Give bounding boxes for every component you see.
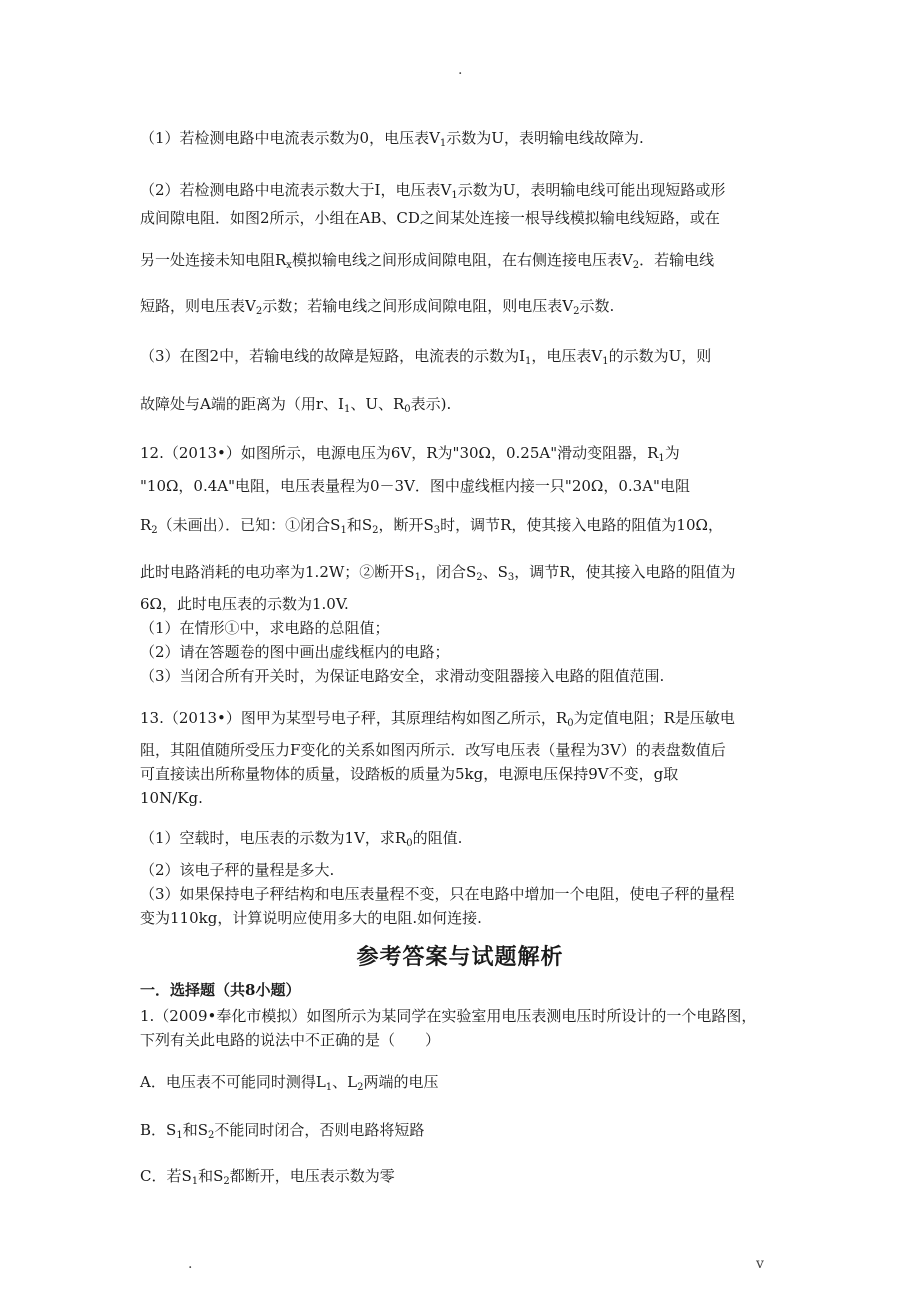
text-run: （未画出）．已知：①闭合S: [157, 516, 341, 534]
subscript: 1: [325, 1082, 333, 1093]
text-run: C．若S: [140, 1167, 192, 1185]
text-run: （1）空载时，电压表的示数为1V，求R: [140, 829, 407, 847]
text-line: [140, 443, 680, 463]
text-line: [140, 296, 614, 316]
text-run: 、S: [482, 563, 508, 581]
subscript: 2: [357, 1082, 364, 1093]
subscript: 2: [255, 306, 263, 317]
text-line: [140, 476, 690, 496]
text-line: [140, 394, 451, 414]
text-line: [140, 908, 482, 928]
header-dot: .: [458, 62, 463, 78]
subscript: 1: [414, 572, 421, 583]
subscript: 1: [340, 525, 347, 536]
text-run: B．S: [140, 1121, 177, 1139]
text-run: 示数为U，表明输电线故障为.: [446, 129, 644, 147]
text-line: [140, 884, 735, 904]
text-run: 一．选择题（共8小题）: [140, 981, 301, 999]
text-run: 示数；若输电线之间形成间隙电阻，则电压表V: [262, 297, 574, 315]
text-run: 为定值电阻；R是压敏电: [573, 709, 735, 727]
text-run: 此时电路消耗的电功率为1.2W；②断开S: [140, 563, 415, 581]
text-line: [140, 618, 390, 638]
text-run: 10N/Kg.: [140, 789, 203, 807]
text-run: 和S: [182, 1121, 208, 1139]
text-run: ．若输电线: [639, 251, 715, 269]
text-run: 示数为U，表明输电线可能出现短路或形: [457, 181, 726, 199]
subscript: 1: [658, 453, 665, 464]
text-line: [140, 128, 644, 148]
subscript: 1: [525, 356, 532, 367]
text-run: "10Ω，0.4A"电阻，电压表量程为0－3V．图中虚线框内接一只"20Ω，0.3A"电阻: [140, 477, 690, 495]
text-run: ，闭合S: [420, 563, 477, 581]
text-line: [140, 515, 723, 535]
text-line: [140, 1072, 439, 1092]
subscript: x: [286, 260, 292, 271]
text-run: 的示数为U，则: [608, 347, 712, 365]
text-run: 表示).: [410, 395, 452, 413]
subscript: 3: [433, 525, 441, 536]
subscript: 0: [404, 404, 411, 415]
text-run: ，电压表V: [531, 347, 603, 365]
text-run: ，调节R，使其接入电路的阻值为: [514, 563, 736, 581]
text-line: [140, 594, 349, 614]
text-line: [140, 250, 714, 270]
text-run: （2）若检测电路中电流表示数大于I，电压表V: [140, 181, 452, 199]
subscript: 2: [573, 306, 580, 317]
text-run: （3）当闭合所有开关时，为保证电路安全，求滑动变阻器接入电路的阻值范围.: [140, 667, 665, 685]
text-line: [140, 1006, 756, 1026]
text-run: 另一处连接未知电阻R: [140, 251, 287, 269]
text-run: 成间隙电阻．如图2所示，小组在AB、CD之间某处连接一根导线模拟输电线短路，或在: [140, 209, 720, 227]
subscript: 1: [439, 138, 447, 149]
text-line: [140, 1030, 440, 1050]
text-run: 故障处与A端的距离为（用r、I: [140, 395, 344, 413]
text-line: [140, 788, 203, 808]
text-line: [140, 828, 462, 848]
subscript: 0: [567, 718, 574, 729]
subscript: 1: [343, 404, 351, 415]
text-run: 时，调节R，使其接入电路的阻值为10Ω，: [440, 516, 723, 534]
text-run: （1）在情形①中，求电路的总阻值；: [140, 619, 390, 637]
text-run: 两端的电压: [363, 1073, 439, 1091]
text-line: [140, 980, 300, 1000]
text-run: 不能同时闭合，否则电路将短路: [214, 1121, 425, 1139]
text-line: [140, 1166, 395, 1186]
text-line: [140, 346, 711, 366]
text-run: A．电压表不可能同时测得L: [140, 1073, 326, 1091]
text-line: [140, 208, 720, 228]
text-run: 的阻值.: [412, 829, 463, 847]
text-run: 、L: [332, 1073, 358, 1091]
text-line: [140, 708, 735, 728]
text-run: 12.（2013•）如图所示，电源电压为6V，R为"30Ω，0.25A"滑动变阻器，R: [140, 444, 659, 462]
text-run: 和S: [198, 1167, 224, 1185]
text-run: 为: [664, 444, 680, 462]
text-run: 阻，其阻值随所受压力F变化的关系如图丙所示．改写电压表（量程为3V）的表盘数值后: [140, 741, 726, 759]
text-run: 1.（2009•奉化市模拟）如图所示为某同学在实验室用电压表测电压时所设计的一个电路图，: [140, 1007, 757, 1025]
subscript: 1: [602, 356, 609, 367]
text-run: 下列有关此电路的说法中不正确的是（ ）: [140, 1031, 441, 1049]
subscript: 2: [223, 1176, 230, 1187]
subscript: 2: [632, 260, 640, 271]
text-line: [140, 860, 334, 880]
text-line: [140, 666, 664, 686]
text-line: [140, 1120, 424, 1140]
subscript: 2: [476, 572, 483, 583]
text-run: 模拟输电线之间形成间隙电阻，在右侧连接电压表V: [291, 251, 633, 269]
text-run: （2）请在答题卷的图中画出虚线框内的电路；: [140, 643, 450, 661]
footer-dot: .: [188, 1256, 193, 1272]
subscript: 3: [507, 572, 515, 583]
subscript: 2: [151, 525, 158, 536]
subscript: 2: [372, 525, 379, 536]
text-run: R: [140, 516, 152, 534]
text-line: [140, 562, 736, 582]
answer-section-title: 参考答案与试题解析: [356, 944, 564, 970]
text-run: 可直接读出所称量物体的质量，设踏板的质量为5kg，电源电压保持9V不变，g取: [140, 765, 679, 783]
text-run: 、U、R: [350, 395, 405, 413]
subscript: 1: [191, 1176, 199, 1187]
text-run: 短路，则电压表V: [140, 297, 256, 315]
text-line: [140, 642, 450, 662]
text-line: [140, 180, 725, 200]
text-run: 变为110kg，计算说明应使用多大的电阻.如何连接.: [140, 909, 482, 927]
text-run: 6Ω，此时电压表的示数为1.0V.: [140, 595, 349, 613]
text-run: 和S: [346, 516, 373, 534]
text-run: 13.（2013•）图甲为某型号电子秤，其原理结构如图乙所示，R: [140, 709, 568, 727]
text-run: （3）在图2中，若输电线的故障是短路，电流表的示数为I: [140, 347, 526, 365]
text-run: （3）如果保持电子秤结构和电压表量程不变，只在电路中增加一个电阻，使电子秤的量程: [140, 885, 735, 903]
text-run: 都断开，电压表示数为零: [229, 1167, 395, 1185]
subscript: 0: [406, 838, 413, 849]
text-run: （1）若检测电路中电流表示数为0，电压表V: [140, 129, 440, 147]
subscript: 2: [207, 1130, 215, 1141]
subscript: 1: [176, 1130, 183, 1141]
text-line: [140, 764, 678, 784]
text-run: 示数.: [579, 297, 615, 315]
subscript: 1: [451, 190, 458, 201]
text-run: （2）该电子秤的量程是多大.: [140, 861, 335, 879]
footer-mark: v: [756, 1256, 764, 1272]
text-run: ，断开S: [378, 516, 434, 534]
text-line: [140, 740, 726, 760]
